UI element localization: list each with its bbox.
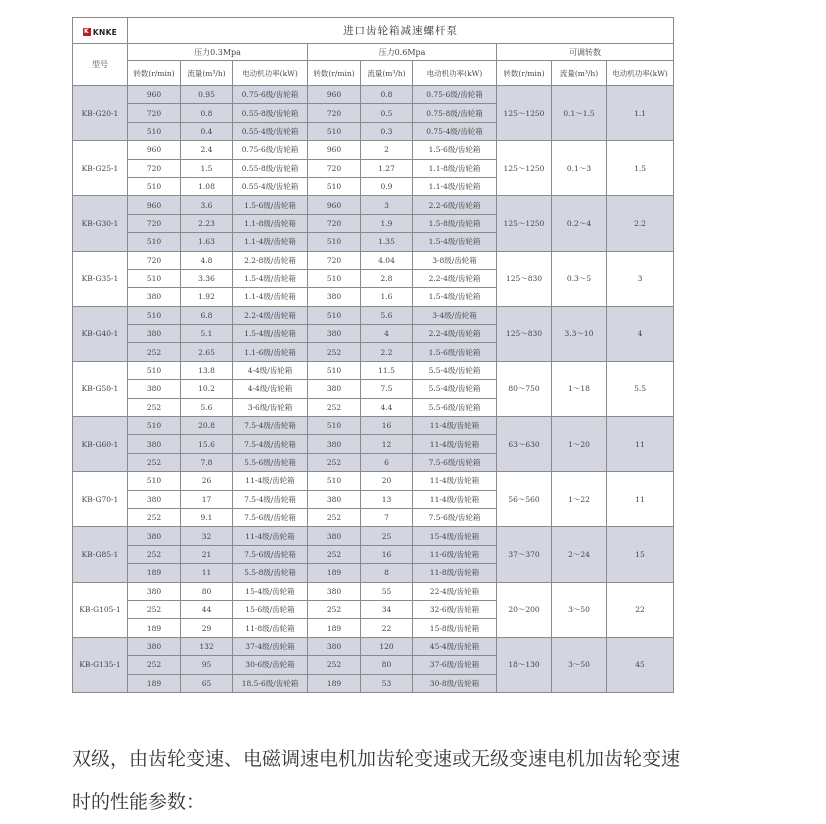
table-cell: 25 — [361, 527, 413, 545]
table-cell: 80 — [361, 656, 413, 674]
table-cell: 132 — [181, 637, 233, 655]
table-cell: 4-4级/齿轮箱 — [233, 361, 308, 379]
model-cell: KB-G25-1 — [73, 141, 128, 196]
table-cell: 1.35 — [361, 233, 413, 251]
table-cell: 1.1-8级/齿轮箱 — [233, 214, 308, 232]
table-cell: 29 — [181, 619, 233, 637]
adjustable-cell: 1.1 — [607, 86, 674, 141]
table-cell: 7.5-6级/齿轮箱 — [413, 508, 497, 526]
adjustable-cell: 1～20 — [552, 417, 607, 472]
table-cell: 510 — [128, 306, 181, 324]
table-cell: 252 — [128, 600, 181, 618]
table-cell: 2.65 — [181, 343, 233, 361]
table-cell: 2.2-4级/齿轮箱 — [413, 325, 497, 343]
table-cell: 80 — [181, 582, 233, 600]
table-cell: 720 — [308, 104, 361, 122]
table-cell: 5.5-6级/齿轮箱 — [413, 398, 497, 416]
table-cell: 380 — [308, 637, 361, 655]
table-cell: 6.8 — [181, 306, 233, 324]
adjustable-cell: 1～18 — [552, 361, 607, 416]
table-cell: 17 — [181, 490, 233, 508]
table-cell: 720 — [128, 159, 181, 177]
table-cell: 252 — [308, 343, 361, 361]
table-cell: 11-4级/齿轮箱 — [413, 490, 497, 508]
table-cell: 11-4级/齿轮箱 — [413, 435, 497, 453]
table-cell: 0.75-8级/齿轮箱 — [413, 104, 497, 122]
table-cell: 3-8级/齿轮箱 — [413, 251, 497, 269]
table-cell: 1.5-8级/齿轮箱 — [413, 214, 497, 232]
adjustable-cell: 15 — [607, 527, 674, 582]
table-cell: 380 — [128, 637, 181, 655]
model-cell: KB-G105-1 — [73, 582, 128, 637]
table-cell: 1.1-4级/齿轮箱 — [233, 233, 308, 251]
table-cell: 0.4 — [181, 122, 233, 140]
table-cell: 960 — [308, 141, 361, 159]
table-cell: 55 — [361, 582, 413, 600]
table-cell: 1.5-4级/齿轮箱 — [413, 233, 497, 251]
table-cell: 380 — [128, 325, 181, 343]
column-header: 电动机功率(kW) — [607, 61, 674, 86]
table-cell: 30-8级/齿轮箱 — [413, 674, 497, 692]
table-cell: 380 — [128, 527, 181, 545]
table-cell: 34 — [361, 600, 413, 618]
table-cell: 189 — [128, 564, 181, 582]
table-cell: 252 — [128, 398, 181, 416]
table-cell: 720 — [308, 159, 361, 177]
adjustable-cell: 1.5 — [607, 141, 674, 196]
table-body — [73, 86, 674, 693]
table-cell: 4 — [361, 325, 413, 343]
table-cell: 3 — [361, 196, 413, 214]
table-cell: 7.5-6级/齿轮箱 — [233, 545, 308, 563]
table-cell: 30-6级/齿轮箱 — [233, 656, 308, 674]
table-cell: 252 — [308, 453, 361, 471]
adjustable-cell: 0.3～5 — [552, 251, 607, 306]
table-cell: 1.1-6级/齿轮箱 — [233, 343, 308, 361]
table-cell: 1.1-4级/齿轮箱 — [413, 177, 497, 195]
table-row — [73, 361, 674, 379]
table-cell: 0.75-6级/齿轮箱 — [233, 86, 308, 104]
table-cell: 7.8 — [181, 453, 233, 471]
table-cell: 32-6级/齿轮箱 — [413, 600, 497, 618]
table-cell: 4.8 — [181, 251, 233, 269]
table-cell: 960 — [308, 86, 361, 104]
logo-cell — [73, 18, 128, 44]
table-cell: 252 — [128, 545, 181, 563]
adjustable-cell: 0.1～1.5 — [552, 86, 607, 141]
table-cell: 95 — [181, 656, 233, 674]
column-header: 转数(r/min) — [497, 61, 552, 86]
column-header: 电动机功率(kW) — [233, 61, 308, 86]
table-cell: 6 — [361, 453, 413, 471]
pump-spec-table-container — [72, 17, 673, 693]
table-cell: 510 — [308, 122, 361, 140]
table-cell: 380 — [308, 527, 361, 545]
table-cell: 189 — [308, 619, 361, 637]
table-cell: 0.9 — [361, 177, 413, 195]
table-cell: 2.8 — [361, 269, 413, 287]
model-cell: KB-G40-1 — [73, 306, 128, 361]
table-cell: 510 — [128, 472, 181, 490]
table-cell: 0.75-6级/齿轮箱 — [233, 141, 308, 159]
table-cell: 510 — [128, 233, 181, 251]
adjustable-cell: 11 — [607, 417, 674, 472]
table-cell: 189 — [308, 674, 361, 692]
column-header: 流量(m³/h) — [361, 61, 413, 86]
table-cell: 44 — [181, 600, 233, 618]
table-cell: 1.5-4级/齿轮箱 — [413, 288, 497, 306]
table-cell: 1.9 — [361, 214, 413, 232]
table-cell: 15-4级/齿轮箱 — [233, 582, 308, 600]
table-cell: 11-4级/齿轮箱 — [233, 527, 308, 545]
table-cell: 960 — [308, 196, 361, 214]
table-row — [73, 306, 674, 324]
table-row — [73, 86, 674, 104]
adjustable-cell: 2～24 — [552, 527, 607, 582]
table-row — [73, 527, 674, 545]
table-cell: 1.08 — [181, 177, 233, 195]
table-cell: 510 — [128, 417, 181, 435]
column-header: 转数(r/min) — [128, 61, 181, 86]
adjustable-cell: 45 — [607, 637, 674, 692]
table-cell: 510 — [128, 122, 181, 140]
table-cell: 45-4级/齿轮箱 — [413, 637, 497, 655]
table-cell: 15-8级/齿轮箱 — [413, 619, 497, 637]
pressure-header-row — [73, 44, 674, 61]
table-cell: 1.6 — [361, 288, 413, 306]
table-cell: 11-8级/齿轮箱 — [413, 564, 497, 582]
model-cell: KB-G135-1 — [73, 637, 128, 692]
table-cell: 720 — [308, 214, 361, 232]
table-cell: 11-6级/齿轮箱 — [413, 545, 497, 563]
adjustable-cell: 125～1250 — [497, 141, 552, 196]
table-cell: 32 — [181, 527, 233, 545]
table-cell: 8 — [361, 564, 413, 582]
adjustable-speed-header: 可调转数 — [497, 44, 674, 61]
table-cell: 7 — [361, 508, 413, 526]
table-cell: 1.1-8级/齿轮箱 — [413, 159, 497, 177]
table-cell: 7.5 — [361, 380, 413, 398]
adjustable-cell: 3.3～10 — [552, 306, 607, 361]
table-cell: 1.27 — [361, 159, 413, 177]
table-row — [73, 472, 674, 490]
table-cell: 380 — [128, 380, 181, 398]
table-row — [73, 141, 674, 159]
table-cell: 22-4级/齿轮箱 — [413, 582, 497, 600]
column-header: 流量(m³/h) — [181, 61, 233, 86]
table-cell: 0.95 — [181, 86, 233, 104]
table-cell: 4.4 — [361, 398, 413, 416]
logo-text: KNKE — [92, 27, 118, 37]
table-cell: 3.36 — [181, 269, 233, 287]
column-header: 电动机功率(kW) — [413, 61, 497, 86]
table-cell: 3-6级/齿轮箱 — [233, 398, 308, 416]
table-title: 进口齿轮箱减速螺杆泵 — [128, 18, 674, 44]
adjustable-cell: 0.2～4 — [552, 196, 607, 251]
table-cell: 510 — [128, 177, 181, 195]
table-cell: 5.5-8级/齿轮箱 — [233, 564, 308, 582]
table-cell: 510 — [128, 269, 181, 287]
table-cell: 0.75-4级/齿轮箱 — [413, 122, 497, 140]
table-cell: 21 — [181, 545, 233, 563]
table-cell: 189 — [128, 619, 181, 637]
table-cell: 960 — [128, 141, 181, 159]
table-cell: 0.3 — [361, 122, 413, 140]
table-cell: 2 — [361, 141, 413, 159]
table-cell: 510 — [308, 233, 361, 251]
table-cell: 1.5-4级/齿轮箱 — [233, 269, 308, 287]
knke-logo — [83, 28, 117, 37]
table-cell: 16 — [361, 545, 413, 563]
table-cell: 9.1 — [181, 508, 233, 526]
table-cell: 380 — [128, 490, 181, 508]
table-cell: 1.5-4级/齿轮箱 — [233, 325, 308, 343]
column-header: 转数(r/min) — [308, 61, 361, 86]
adjustable-cell: 80～750 — [497, 361, 552, 416]
table-cell: 37-4级/齿轮箱 — [233, 637, 308, 655]
table-row — [73, 417, 674, 435]
adjustable-cell: 125～830 — [497, 306, 552, 361]
table-cell: 5.5-4级/齿轮箱 — [413, 361, 497, 379]
table-cell: 380 — [308, 435, 361, 453]
table-cell: 0.55-8级/齿轮箱 — [233, 104, 308, 122]
table-cell: 10.2 — [181, 380, 233, 398]
model-cell: KB-G35-1 — [73, 251, 128, 306]
table-cell: 11-4级/齿轮箱 — [413, 472, 497, 490]
table-cell: 5.6 — [361, 306, 413, 324]
table-cell: 380 — [308, 582, 361, 600]
table-cell: 1.92 — [181, 288, 233, 306]
adjustable-cell: 22 — [607, 582, 674, 637]
model-cell: KB-G85-1 — [73, 527, 128, 582]
table-cell: 252 — [128, 453, 181, 471]
table-cell: 7.5-6级/齿轮箱 — [233, 508, 308, 526]
title-row — [73, 18, 674, 44]
model-cell: KB-G50-1 — [73, 361, 128, 416]
model-cell: KB-G30-1 — [73, 196, 128, 251]
adjustable-cell: 125～1250 — [497, 196, 552, 251]
column-header: 流量(m³/h) — [552, 61, 607, 86]
table-cell: 5.6 — [181, 398, 233, 416]
table-cell: 65 — [181, 674, 233, 692]
adjustable-cell: 3～50 — [552, 582, 607, 637]
table-cell: 0.8 — [361, 86, 413, 104]
table-cell: 720 — [128, 104, 181, 122]
table-cell: 13.8 — [181, 361, 233, 379]
adjustable-cell: 3～50 — [552, 637, 607, 692]
table-cell: 510 — [308, 417, 361, 435]
table-cell: 11-4级/齿轮箱 — [413, 417, 497, 435]
adjustable-cell: 2.2 — [607, 196, 674, 251]
table-cell: 1.63 — [181, 233, 233, 251]
adjustable-cell: 5.5 — [607, 361, 674, 416]
table-cell: 720 — [308, 251, 361, 269]
table-cell: 1.5-6级/齿轮箱 — [233, 196, 308, 214]
adjustable-cell: 125～1250 — [497, 86, 552, 141]
table-row — [73, 196, 674, 214]
pump-spec-table — [72, 17, 674, 693]
pressure-header-06: 压力0.6Mpa — [308, 44, 497, 61]
table-cell: 11-8级/齿轮箱 — [233, 619, 308, 637]
adjustable-cell: 56～560 — [497, 472, 552, 527]
pressure-header-03: 压力0.3Mpa — [128, 44, 308, 61]
column-header-row — [73, 61, 674, 86]
table-cell: 3.6 — [181, 196, 233, 214]
table-cell: 960 — [128, 196, 181, 214]
adjustable-cell: 0.1～3 — [552, 141, 607, 196]
model-cell: KB-G60-1 — [73, 417, 128, 472]
adjustable-cell: 37～370 — [497, 527, 552, 582]
table-cell: 0.55-4级/齿轮箱 — [233, 122, 308, 140]
table-cell: 510 — [308, 269, 361, 287]
table-cell: 510 — [128, 361, 181, 379]
table-row — [73, 637, 674, 655]
table-cell: 189 — [128, 674, 181, 692]
table-cell: 510 — [308, 306, 361, 324]
table-cell: 15-4级/齿轮箱 — [413, 527, 497, 545]
table-cell: 37-6级/齿轮箱 — [413, 656, 497, 674]
table-cell: 510 — [308, 177, 361, 195]
table-cell: 189 — [308, 564, 361, 582]
model-cell: KB-G70-1 — [73, 472, 128, 527]
logo-mark-icon: K — [84, 28, 90, 36]
table-cell: 5.5-4级/齿轮箱 — [413, 380, 497, 398]
table-cell: 510 — [308, 361, 361, 379]
table-cell: 510 — [308, 472, 361, 490]
adjustable-cell: 20～200 — [497, 582, 552, 637]
table-cell: 7.5-4级/齿轮箱 — [233, 490, 308, 508]
table-cell: 15-6级/齿轮箱 — [233, 600, 308, 618]
table-cell: 15.6 — [181, 435, 233, 453]
table-cell: 0.55-8级/齿轮箱 — [233, 159, 308, 177]
table-cell: 2.4 — [181, 141, 233, 159]
table-cell: 4.04 — [361, 251, 413, 269]
table-cell: 380 — [308, 380, 361, 398]
table-row — [73, 251, 674, 269]
table-cell: 1.5 — [181, 159, 233, 177]
table-cell: 53 — [361, 674, 413, 692]
table-cell: 252 — [128, 508, 181, 526]
table-cell: 13 — [361, 490, 413, 508]
table-cell: 3-4级/齿轮箱 — [413, 306, 497, 324]
table-cell: 1.5-6级/齿轮箱 — [413, 141, 497, 159]
table-cell: 20 — [361, 472, 413, 490]
table-cell: 252 — [308, 656, 361, 674]
table-cell: 2.2-4级/齿轮箱 — [233, 306, 308, 324]
table-cell: 252 — [308, 508, 361, 526]
table-cell: 720 — [128, 251, 181, 269]
adjustable-cell: 18～130 — [497, 637, 552, 692]
table-cell: 2.2-4级/齿轮箱 — [413, 269, 497, 287]
table-row — [73, 582, 674, 600]
model-cell: KB-G20-1 — [73, 86, 128, 141]
table-cell: 0.5 — [361, 104, 413, 122]
table-cell: 2.2-6级/齿轮箱 — [413, 196, 497, 214]
table-cell: 252 — [308, 545, 361, 563]
table-cell: 1.1-4级/齿轮箱 — [233, 288, 308, 306]
table-cell: 0.8 — [181, 104, 233, 122]
table-cell: 1.5-6级/齿轮箱 — [413, 343, 497, 361]
table-cell: 7.5-6级/齿轮箱 — [413, 453, 497, 471]
table-cell: 11-4级/齿轮箱 — [233, 472, 308, 490]
adjustable-cell: 125～830 — [497, 251, 552, 306]
adjustable-cell: 4 — [607, 306, 674, 361]
table-cell: 18.5-6级/齿轮箱 — [233, 674, 308, 692]
table-cell: 2.2-8级/齿轮箱 — [233, 251, 308, 269]
table-cell: 11.5 — [361, 361, 413, 379]
adjustable-cell: 1～22 — [552, 472, 607, 527]
table-cell: 0.55-4级/齿轮箱 — [233, 177, 308, 195]
table-cell: 11 — [181, 564, 233, 582]
table-cell: 720 — [128, 214, 181, 232]
adjustable-cell: 11 — [607, 472, 674, 527]
table-cell: 380 — [308, 490, 361, 508]
table-cell: 26 — [181, 472, 233, 490]
table-cell: 120 — [361, 637, 413, 655]
table-cell: 380 — [128, 288, 181, 306]
description-paragraph: 双级，由齿轮变速、电磁调速电机加齿轮变速或无级变速电机加齿轮变速时的性能参数： — [72, 748, 681, 813]
table-cell: 252 — [128, 656, 181, 674]
table-cell: 4-4级/齿轮箱 — [233, 380, 308, 398]
table-cell: 7.5-4级/齿轮箱 — [233, 417, 308, 435]
table-cell: 5.5-6级/齿轮箱 — [233, 453, 308, 471]
adjustable-cell: 63～630 — [497, 417, 552, 472]
table-cell: 7.5-4级/齿轮箱 — [233, 435, 308, 453]
table-cell: 960 — [128, 86, 181, 104]
table-cell: 252 — [308, 600, 361, 618]
table-cell: 252 — [308, 398, 361, 416]
table-cell: 12 — [361, 435, 413, 453]
table-cell: 0.75-6级/齿轮箱 — [413, 86, 497, 104]
table-cell: 380 — [128, 582, 181, 600]
table-cell: 22 — [361, 619, 413, 637]
adjustable-cell: 3 — [607, 251, 674, 306]
table-cell: 252 — [128, 343, 181, 361]
model-header: 型号 — [73, 44, 128, 86]
table-cell: 16 — [361, 417, 413, 435]
table-cell: 380 — [308, 325, 361, 343]
table-cell: 380 — [308, 288, 361, 306]
table-cell: 20.8 — [181, 417, 233, 435]
table-cell: 2.2 — [361, 343, 413, 361]
table-cell: 5.1 — [181, 325, 233, 343]
table-cell: 380 — [128, 435, 181, 453]
table-cell: 2.23 — [181, 214, 233, 232]
